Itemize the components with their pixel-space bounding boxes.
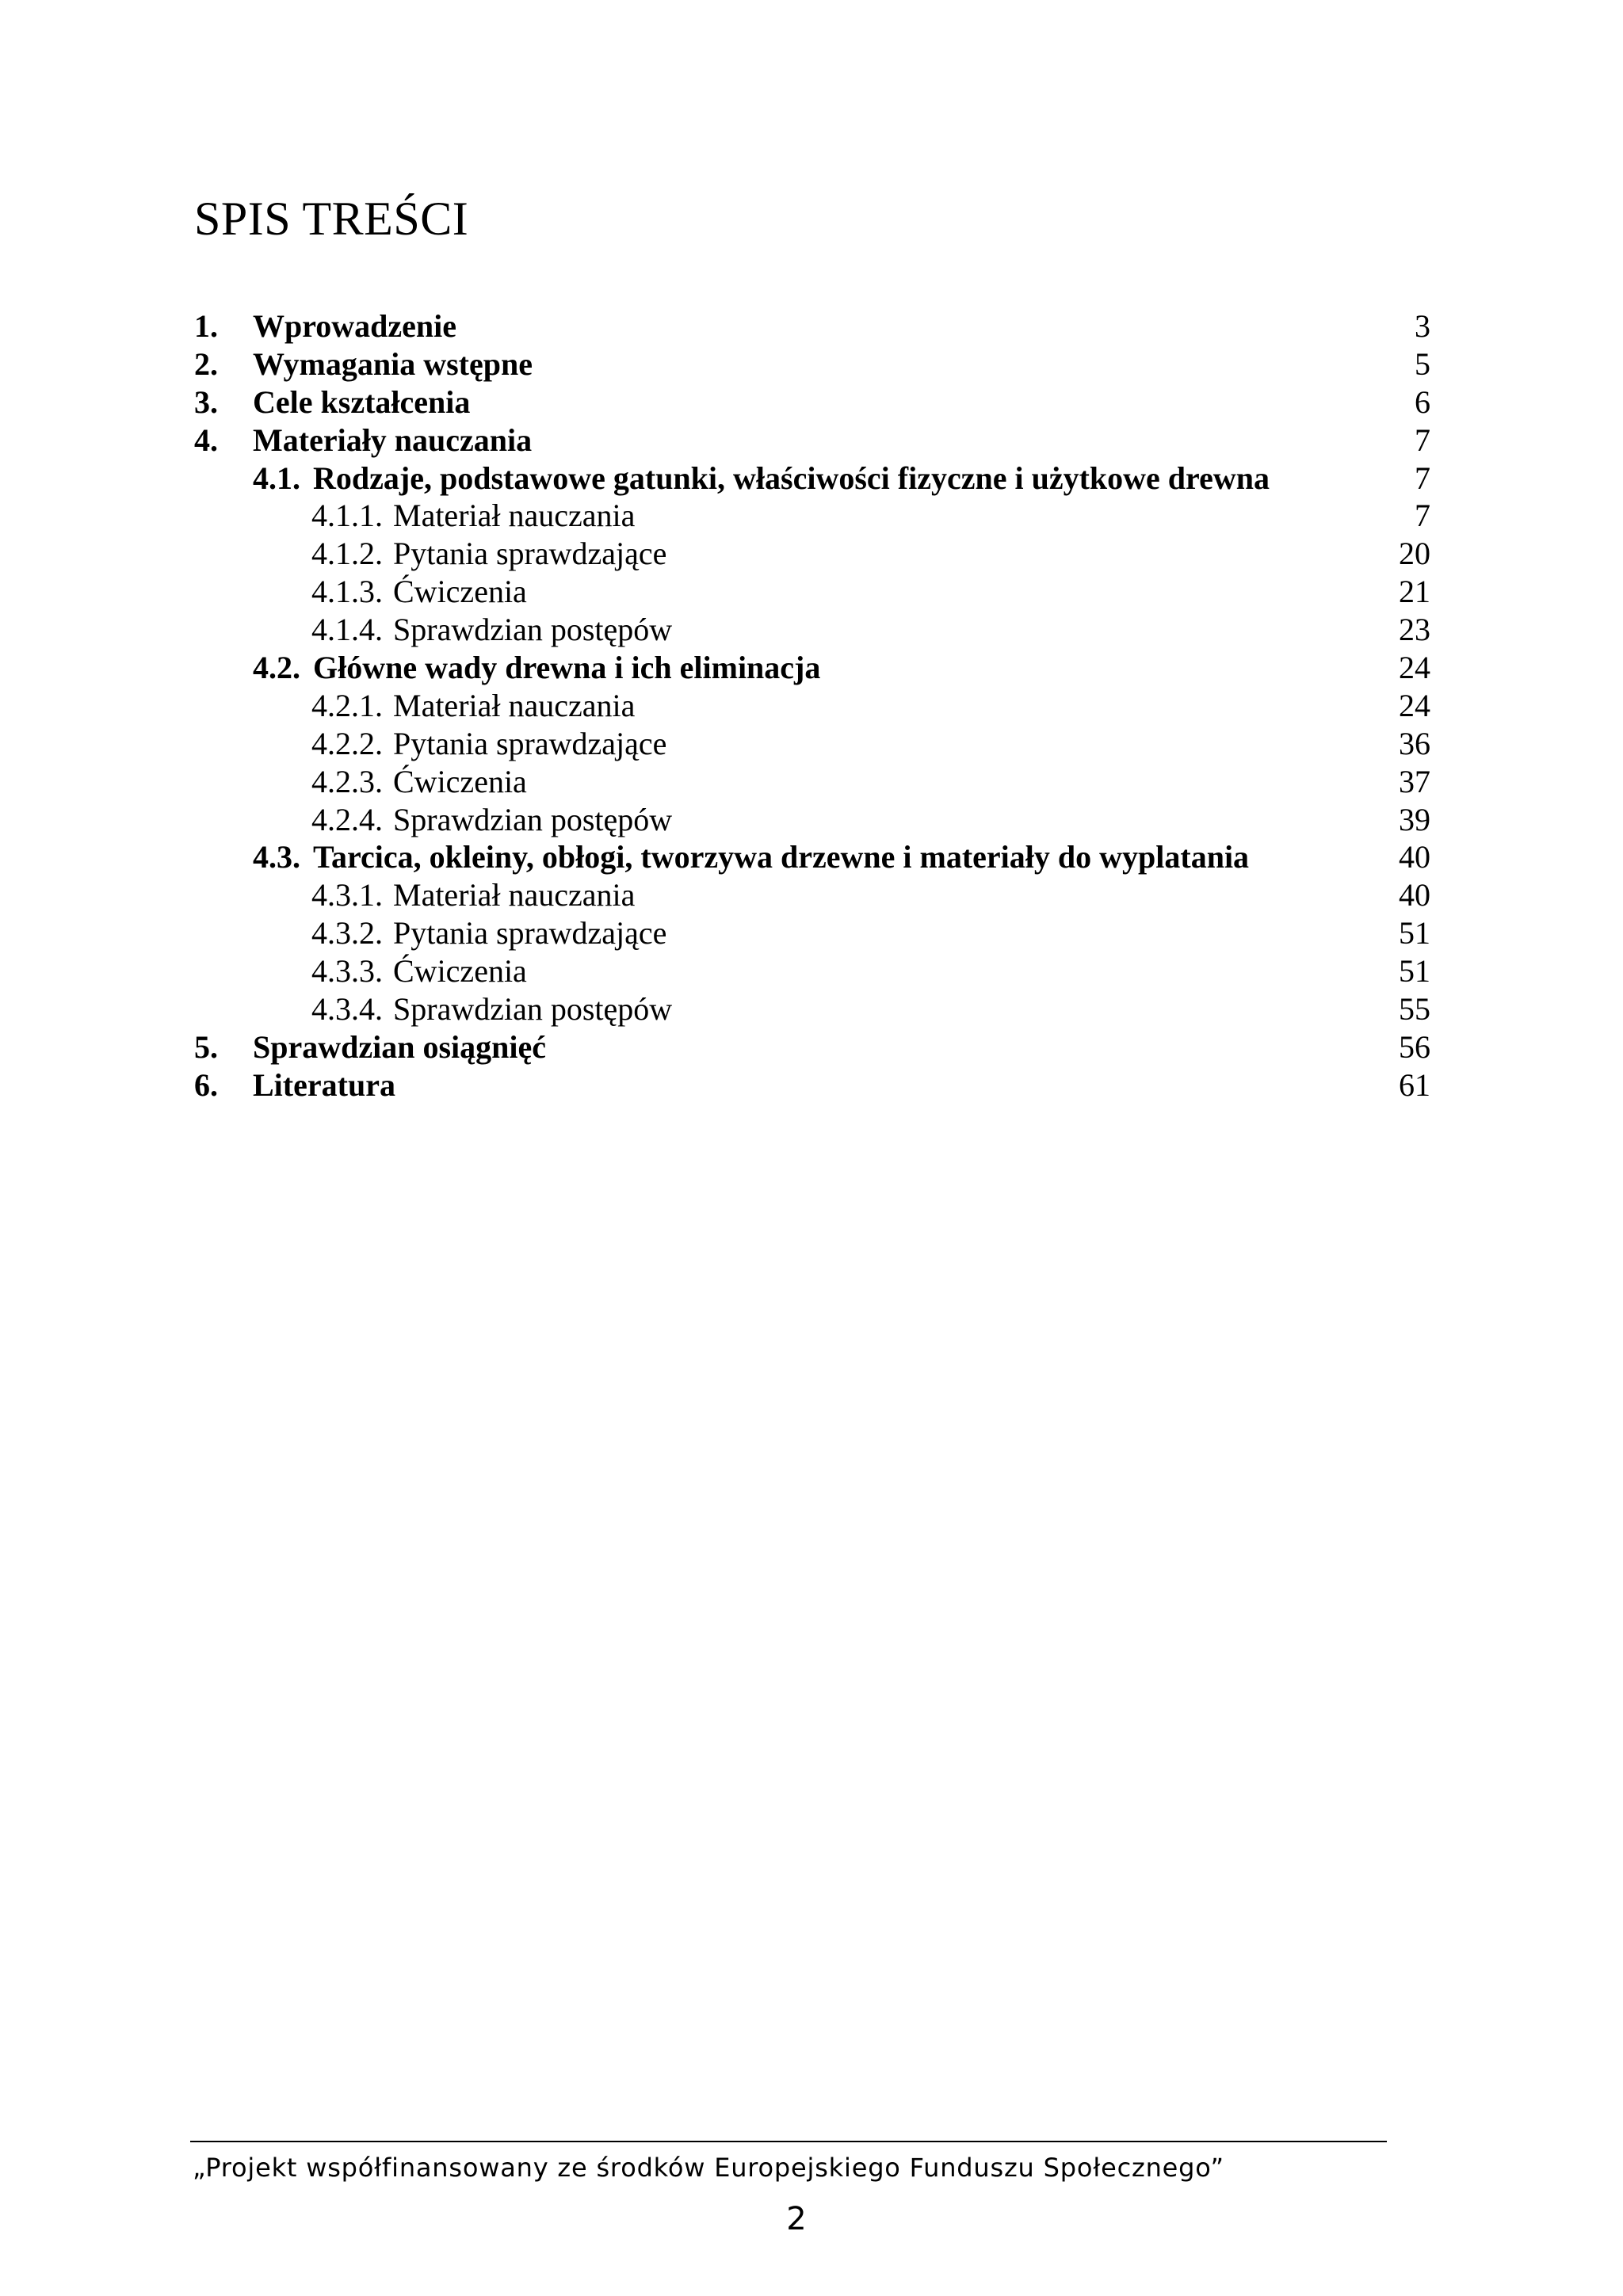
toc-entry[interactable] <box>194 573 1430 611</box>
toc-entry[interactable] <box>194 876 1430 914</box>
toc-entry-title: Główne wady drewna i ich eliminacja <box>313 650 821 686</box>
toc-entry-page: 56 <box>1399 1028 1430 1065</box>
toc-entry-title: Ćwiczenia <box>393 574 527 610</box>
toc-entry[interactable] <box>194 801 1430 839</box>
toc-entry-page: 37 <box>1399 763 1430 799</box>
toc-entry-page: 40 <box>1399 877 1430 913</box>
toc-entry-page: 23 <box>1399 612 1430 648</box>
page-number: 2 <box>786 2201 807 2237</box>
toc-entry[interactable] <box>194 421 1430 460</box>
toc-entry-title: Sprawdzian osiągnięć <box>253 1028 547 1065</box>
toc-entry[interactable] <box>194 1028 1430 1066</box>
toc-entry-number: 5. <box>194 1028 218 1065</box>
toc-entry-page: 24 <box>1399 687 1430 723</box>
toc-entry-page: 51 <box>1399 915 1430 952</box>
toc-entry[interactable] <box>194 383 1430 421</box>
toc-entry-number: 4.3.4. <box>311 991 383 1028</box>
toc-entry-number: 4.3.2. <box>311 915 383 952</box>
toc-entry-title: Wymagania wstępne <box>253 345 533 382</box>
toc-entry-page: 7 <box>1415 460 1430 496</box>
toc-entry[interactable] <box>194 838 1430 876</box>
toc-entry-number: 4.2. <box>253 650 300 686</box>
toc-entry[interactable] <box>194 687 1430 725</box>
toc-entry-title: Cele kształcenia <box>253 383 471 420</box>
toc-entry-page: 20 <box>1399 536 1430 572</box>
page-title: SPIS TREŚCI <box>194 193 469 245</box>
footer-funding-note: „Projekt współfinansowany ze środków Europejskiego Funduszu Społecznego” <box>193 2153 1224 2183</box>
toc-entry-number: 4.2.2. <box>311 725 383 761</box>
toc-entry-title: Sprawdzian postępów <box>393 991 673 1028</box>
toc-entry-number: 3. <box>194 383 218 420</box>
toc-entry[interactable] <box>194 725 1430 763</box>
toc-entry-page: 6 <box>1415 383 1430 420</box>
toc-entry-page: 55 <box>1399 991 1430 1028</box>
toc-entry[interactable] <box>194 990 1430 1028</box>
toc-entry-number: 4.3. <box>253 839 300 875</box>
toc-entry-number: 4.1.1. <box>311 498 383 534</box>
toc-entry-number: 4.2.4. <box>311 801 383 837</box>
toc-entry-page: 51 <box>1399 953 1430 990</box>
toc-entry[interactable] <box>194 611 1430 649</box>
toc-entry-page: 3 <box>1415 308 1430 344</box>
toc-entry-number: 4.1.2. <box>311 536 383 572</box>
toc-entry-page: 7 <box>1415 421 1430 458</box>
toc-entry[interactable] <box>194 952 1430 990</box>
toc-entry-title: Materiał nauczania <box>393 877 636 913</box>
toc-entry[interactable] <box>194 497 1430 535</box>
toc-entry[interactable] <box>194 345 1430 383</box>
toc-entry[interactable] <box>194 307 1430 345</box>
toc-entry-page: 5 <box>1415 345 1430 382</box>
toc-entry-title: Materiał nauczania <box>393 687 636 723</box>
toc-entry-title: Materiały nauczania <box>253 421 533 458</box>
toc-entry[interactable] <box>194 1066 1430 1104</box>
footer-divider <box>190 2141 1387 2142</box>
toc-entry-title: Ćwiczenia <box>393 763 527 799</box>
toc-entry-title: Rodzaje, podstawowe gatunki, właściwości fizyczne i użytkowe drewna <box>313 460 1270 496</box>
toc-entry-title: Materiał nauczania <box>393 498 636 534</box>
toc-entry-page: 61 <box>1399 1066 1430 1103</box>
toc-entry[interactable] <box>194 914 1430 952</box>
toc-entry-page: 36 <box>1399 725 1430 761</box>
toc-entry-title: Ćwiczenia <box>393 953 527 990</box>
toc-entry-number: 6. <box>194 1066 218 1103</box>
toc-entry-number: 4.1. <box>253 460 300 496</box>
toc-entry-number: 4.2.3. <box>311 763 383 799</box>
toc-entry-title: Pytania sprawdzające <box>393 725 667 761</box>
toc-entry-number: 4.3.1. <box>311 877 383 913</box>
toc-entry[interactable] <box>194 535 1430 573</box>
toc-entry-number: 4.2.1. <box>311 687 383 723</box>
toc-entry-page: 7 <box>1415 498 1430 534</box>
toc-entry-title: Pytania sprawdzające <box>393 915 667 952</box>
table-of-contents <box>194 307 1430 1104</box>
toc-entry-title: Sprawdzian postępów <box>393 801 673 837</box>
toc-entry-number: 4. <box>194 421 218 458</box>
toc-entry-page: 21 <box>1399 574 1430 610</box>
toc-entry-number: 2. <box>194 345 218 382</box>
toc-entry-title: Tarcica, okleiny, obłogi, tworzywa drzewne i materiały do wyplatania <box>313 839 1250 875</box>
toc-entry-page: 40 <box>1399 839 1430 875</box>
toc-entry-number: 4.3.3. <box>311 953 383 990</box>
toc-entry-page: 24 <box>1399 650 1430 686</box>
toc-entry-title: Wprowadzenie <box>253 308 457 344</box>
toc-entry-title: Literatura <box>253 1066 395 1103</box>
toc-entry-page: 39 <box>1399 801 1430 837</box>
toc-entry[interactable] <box>194 649 1430 687</box>
toc-entry[interactable] <box>194 763 1430 801</box>
toc-entry-title: Sprawdzian postępów <box>393 612 673 648</box>
toc-entry-number: 4.1.4. <box>311 612 383 648</box>
toc-entry-title: Pytania sprawdzające <box>393 536 667 572</box>
toc-entry-number: 4.1.3. <box>311 574 383 610</box>
toc-entry-number: 1. <box>194 308 218 344</box>
toc-entry[interactable] <box>194 460 1430 498</box>
